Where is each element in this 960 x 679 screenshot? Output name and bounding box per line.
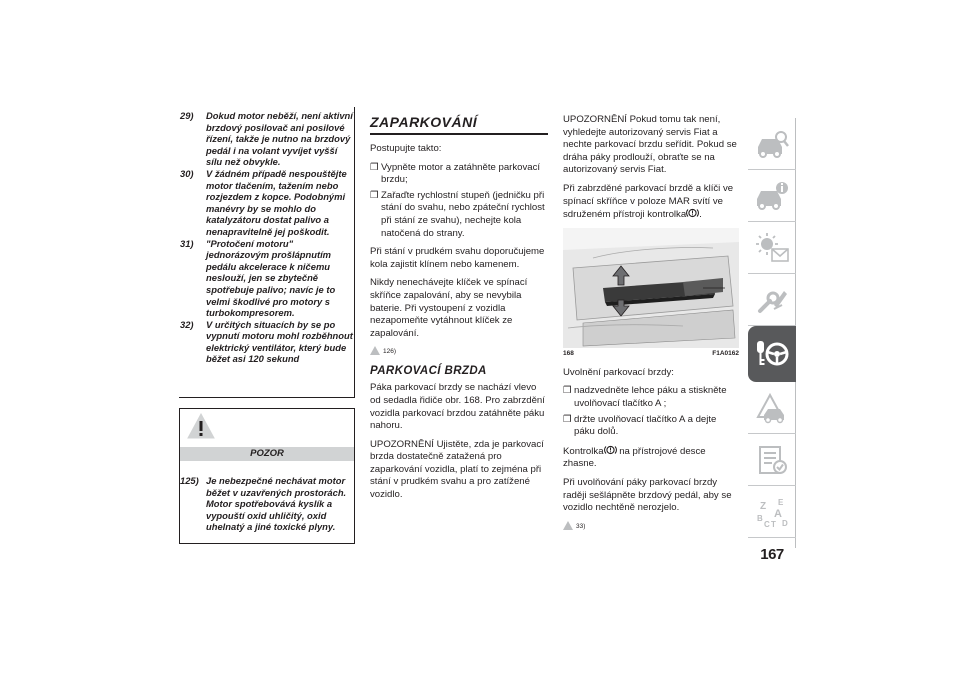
brake-warning-lamp-icon	[604, 445, 617, 455]
paragraph: UPOZORNĚNÍ Pokud tomu tak není, vyhledejte autorizovaný servis Fiat a nechte parkovací brzdu seřídit. Pokud se dráha páky prodlouží, obraťte se na autorizovaný servis Fiat.	[563, 114, 737, 176]
index-letter: D	[782, 518, 788, 528]
figure-number: 168	[563, 349, 574, 357]
car-breakdown-icon	[754, 391, 790, 425]
car-search-icon	[754, 127, 790, 161]
middle-column	[370, 114, 548, 508]
note-item: 31) "Protočení motoru" jednorázovým prošlápnutím pedálu akcelerace k ničemu neslouží, jen se zbytečně spotřebuje palivo; navíc je to velmi škodlivé pro motory s turbokompresorem.	[180, 237, 336, 319]
note-item: 30) V žádném případě nespouštějte motor tlačením, tažením nebo rozjezdem z kopce. Podobnými manévry by se mohlo do katalyzátoru dostat palivo a nenapravitelně jej poškodit.	[180, 167, 347, 237]
paragraph: Při uvolňování páky parkovací brzdy raději sešlápněte brzdový pedál, aby se vozidlo nechtěně nerozjelo.	[563, 476, 732, 514]
bullet-item: ❒ Zařaďte rychlostní stupeň (jedničku při stání do svahu, nebo zpáteční rychlost při stání ze svahu), nechejte kola natočená do strany.	[370, 189, 545, 239]
tab-starting-and-driving[interactable]	[748, 326, 796, 382]
car-maintenance-icon	[754, 443, 790, 477]
warning-triangle-icon	[187, 413, 215, 439]
figure-168	[563, 228, 739, 348]
key-steering-wheel-icon	[754, 337, 790, 371]
bullet-item: ❒ nadzvedněte lehce páku a stiskněte uvolňovací tlačítko A ;	[563, 385, 727, 409]
paragraph: Při zabrzděné parkovací brzdě a klíči ve spínací skříňce v poloze MAR svítí ve sdruženém přístroji kontrolka .	[563, 182, 734, 221]
paragraph: Při stání v prudkém svahu doporučujeme kola zajistit klínem nebo kamenem.	[370, 246, 545, 270]
index-letter: C	[764, 519, 770, 529]
tab-emergency[interactable]	[748, 382, 796, 434]
index-letter: A	[774, 507, 782, 520]
figure-caption	[563, 350, 739, 357]
small-warning-icon	[563, 521, 573, 530]
bullet-item: ❒ Vypněte motor a zatáhněte parkovací brzdu;	[370, 161, 541, 186]
right-column	[563, 114, 739, 536]
index-letter: B	[757, 513, 763, 523]
tab-safety[interactable]	[748, 170, 796, 222]
tab-service[interactable]	[748, 274, 796, 326]
warning-item: 125) Je nebezpečné nechávat motor běžet v uzavřených prostorách. Motor spotřebovává kyslík a vypouští oxid uhličitý, oxid uhelnatý a jiné toxické plyny.	[180, 475, 347, 533]
bullet-item: ❒ držte uvolňovací tlačítko A a dejte páku dolů.	[563, 413, 717, 438]
index-letter: T	[771, 519, 776, 529]
warning-list	[180, 475, 354, 533]
paragraph: Páka parkovací brzdy se nachází vlevo od sedadla řidiče obr. 168. Pro zabrzdění vozidla parkovací brzdou zatáhněte páku nahoru.	[370, 382, 545, 432]
note-item: 32) V určitých situacích by se po vypnutí motoru mohl rozběhnout elektrický ventilátor, který bude běžet asi 120 sekund	[180, 318, 353, 365]
figure-code: F1A0162	[712, 349, 739, 357]
warning-title: POZOR	[180, 447, 354, 461]
service-tools-icon	[754, 283, 790, 317]
handbrake-lever-illustration	[563, 228, 739, 348]
brake-warning-lamp-icon	[686, 208, 699, 218]
bullet-box-icon: ❒	[563, 385, 572, 397]
small-warning-icon	[370, 346, 380, 355]
bullet-box-icon: ❒	[370, 189, 379, 201]
note-item: 29) Dokud motor neběží, není aktivní brzdový posilovač ani posilové řízení, takže je nutno na brzdový pedál i na volant vyvíjet vyšší sílu než obvykle.	[180, 110, 353, 168]
tab-warning-lights[interactable]	[748, 222, 796, 274]
paragraph: Kontrolka na přístrojové desce zhasne.	[563, 445, 706, 470]
warning-reference: 33)	[563, 521, 739, 530]
index-letter: E	[778, 497, 784, 507]
bullet-box-icon: ❒	[370, 161, 379, 173]
index-letter: Z	[760, 500, 767, 512]
section-title-handbrake: PARKOVACÍ BRZDA	[370, 365, 487, 378]
paragraph: Nikdy nenechávejte klíček ve spínací skříňce zapalování, aby se nevybila baterie. Při vystoupení z vozidla nezapomeňte vytáhnout klíček ze zapalování.	[370, 277, 528, 339]
tab-technical-data[interactable]	[748, 486, 796, 538]
warning-reference: 126)	[370, 346, 548, 355]
car-info-icon	[754, 179, 790, 213]
paragraph: UPOZORNĚNÍ Ujistěte, zda je parkovací brzda dostatečně zatažená pro zaparkování vozidla, platí to zejména při stání v prudkém svahu a pro zatížené vozidlo.	[370, 438, 544, 501]
warning-lights-mail-icon	[754, 231, 790, 265]
alphabetical-index-icon	[754, 495, 790, 529]
section-title-parking: ZAPARKOVÁNÍ	[370, 114, 548, 135]
bullet-box-icon: ❒	[563, 413, 572, 425]
paragraph: Uvolnění parkovací brzdy:	[563, 366, 674, 378]
paragraph: Postupujte takto:	[370, 143, 442, 154]
tab-maintenance[interactable]	[748, 434, 796, 486]
notes-list	[180, 110, 356, 365]
tab-knowing-the-car[interactable]	[748, 118, 796, 170]
page-number: 167	[760, 546, 784, 563]
